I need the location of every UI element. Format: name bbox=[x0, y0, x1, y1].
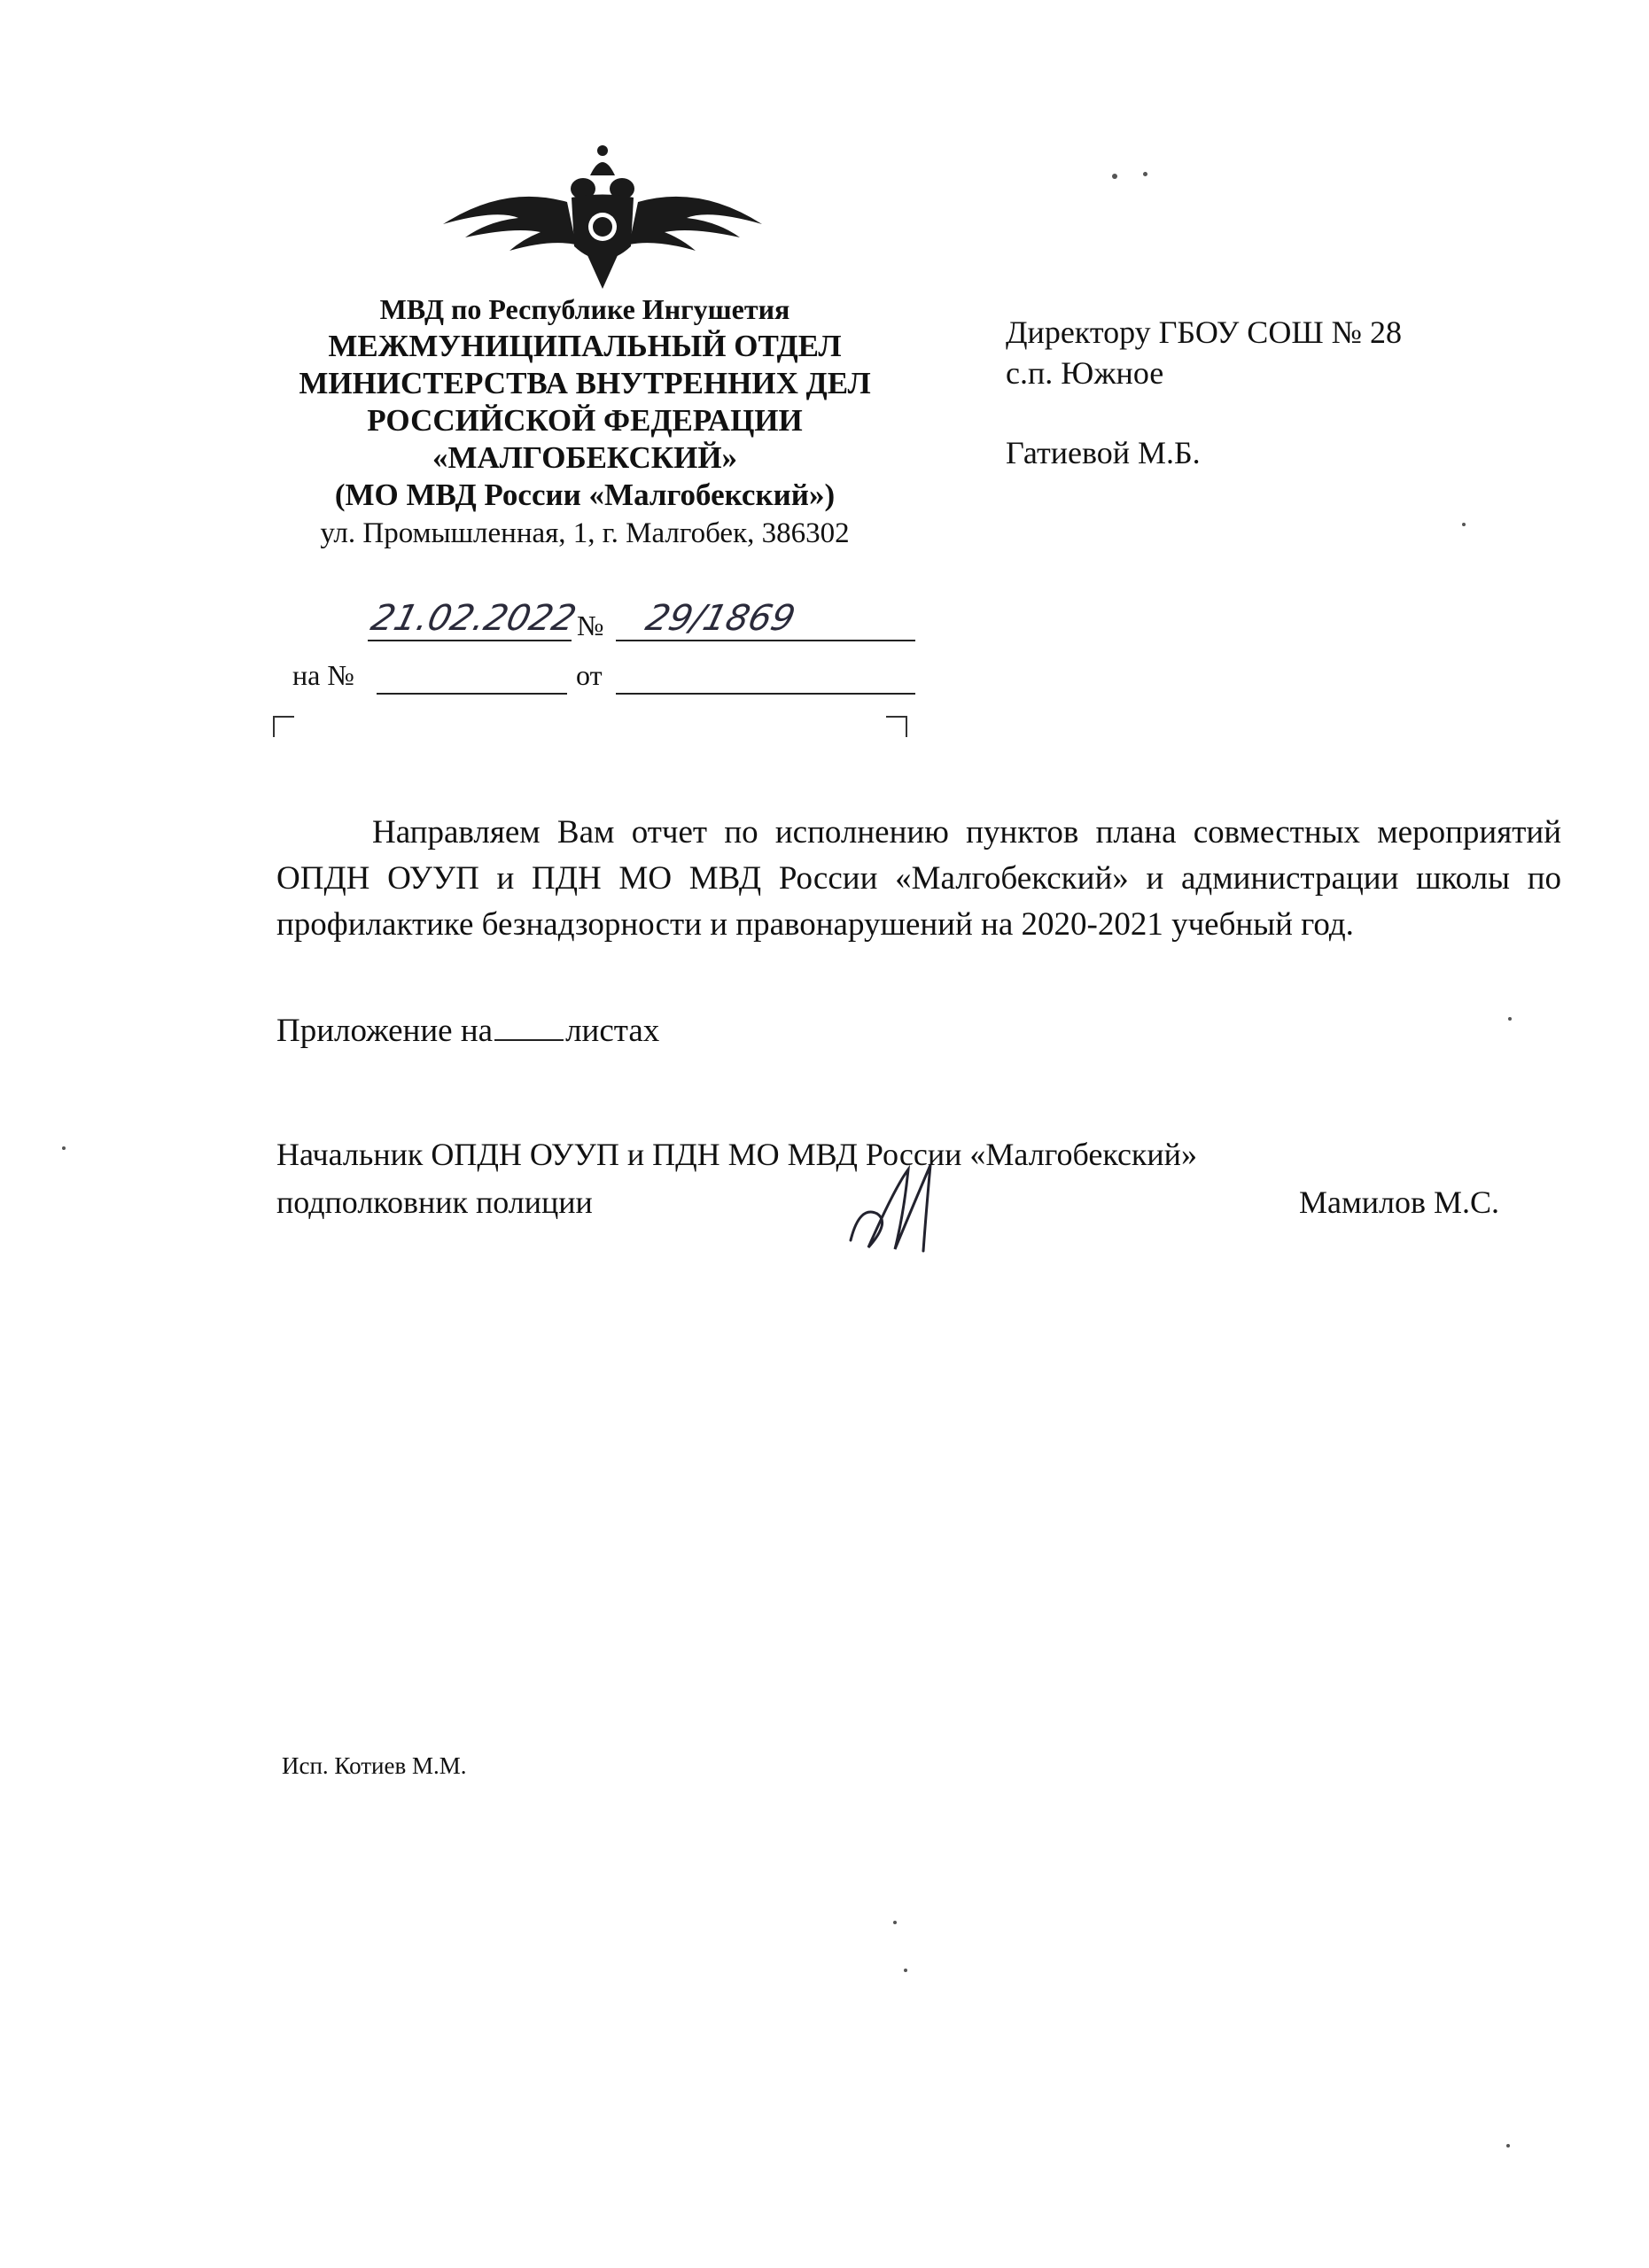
org-line-6: (МО МВД России «Малгобекский») bbox=[334, 478, 836, 512]
org-line-2: МЕЖМУНИЦИПАЛЬНЫЙ ОТДЕЛ bbox=[328, 329, 842, 363]
appendix-line bbox=[276, 1012, 659, 1050]
date-underline bbox=[368, 640, 572, 641]
corner-mark-right bbox=[886, 716, 907, 737]
number-underline bbox=[616, 640, 915, 641]
org-line-4: РОССИЙСКОЙ ФЕДЕРАЦИИ bbox=[367, 403, 803, 438]
appendix-prefix: Приложение на bbox=[276, 1013, 494, 1049]
number-label: № bbox=[577, 610, 604, 641]
handwritten-signature bbox=[842, 1152, 948, 1258]
appendix-suffix: листах bbox=[565, 1013, 660, 1049]
org-line-5: «МАЛГОБЕКСКИЙ» bbox=[432, 440, 738, 475]
org-address: ул. Промышленная, 1, г. Малгобек, 386302 bbox=[320, 517, 850, 549]
organization-header bbox=[266, 291, 904, 553]
from-underline bbox=[616, 693, 915, 695]
registration-date: 21.02.2022 bbox=[367, 598, 580, 639]
corner-mark-left bbox=[273, 716, 294, 737]
recipient-position: Директору ГБОУ СОШ № 28 bbox=[1006, 315, 1402, 350]
from-label: от bbox=[576, 659, 603, 691]
signer-title: Начальник ОПДН ОУУП и ПДН МО МВД России «Малгобекский» bbox=[276, 1137, 1197, 1172]
eagle-emblem-icon bbox=[434, 140, 771, 291]
reply-underline bbox=[377, 693, 567, 695]
reply-label: на № bbox=[292, 659, 354, 691]
executor-note: Исп. Котиев М.М. bbox=[282, 1752, 467, 1779]
org-line-1: МВД по Республике Ингушетия bbox=[379, 293, 790, 325]
recipient-location: с.п. Южное bbox=[1006, 355, 1164, 391]
recipient-block bbox=[1006, 312, 1402, 473]
letter-body: Направляем Вам отчет по исполнению пунктов плана совместных мероприятий ОПДН ОУУП и ПДН МО МВД России «Малгобекский» и администрации школы по профилактике безнадзорности и правонарушений на 2020-2021 учебный год. bbox=[276, 814, 1561, 943]
registration-number: 29/1869 bbox=[642, 598, 799, 639]
signer-name: Мамилов М.С. bbox=[1299, 1184, 1500, 1220]
signer-rank: подполковник полиции bbox=[276, 1184, 593, 1220]
appendix-blank bbox=[494, 1013, 564, 1041]
org-line-3: МИНИСТЕРСТВА ВНУТРЕННИХ ДЕЛ bbox=[299, 366, 871, 400]
recipient-name: Гатиевой М.Б. bbox=[1006, 435, 1201, 470]
